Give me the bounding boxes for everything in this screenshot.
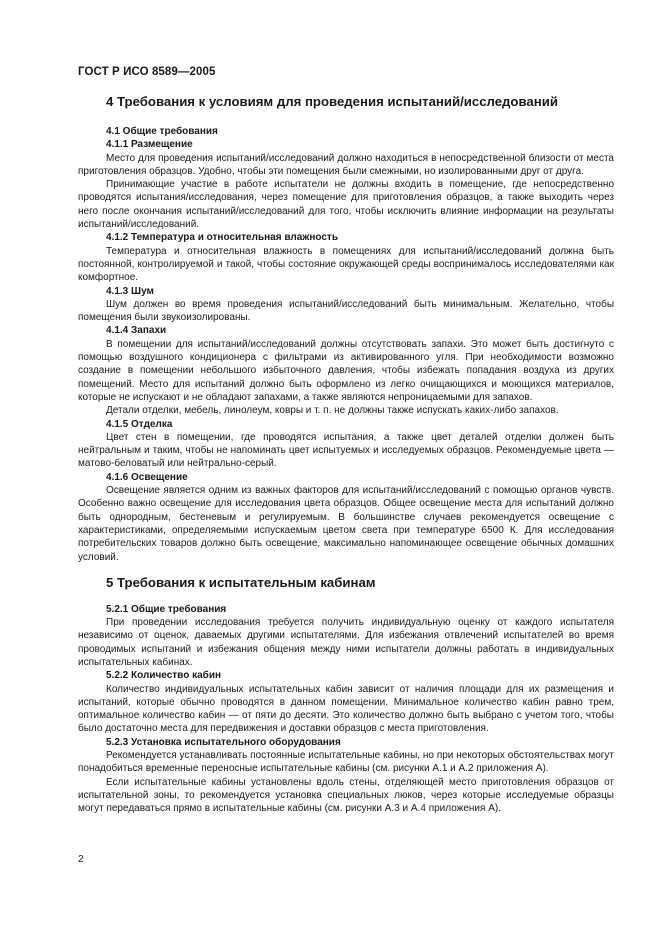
subsection-4-1-4-heading: 4.1.4 Запахи bbox=[106, 325, 167, 337]
paragraph: При проведении исследования требуется получить индивидуальную оценку от каждого испытателя независимо от оценок, даваемых другими испытателями. Для избежания отвлечений испытателей во время проводимых испытаний и избежания общения между ними испытатели должны работать в индивидуальных испытательных кабинах. bbox=[78, 617, 614, 668]
paragraph: Количество индивидуальных испытательных кабин зависит от наличия площади для их размещения и испытаний, которые обычно проводятся в данном помещении. Минимальное количество кабин равно трем, оптимальное количество кабин — от пяти до десяти. Это количество должно быть выбрано с учетом того, чтобы было достаточно места для передвижения и доставки образцов с места приготовления. bbox=[78, 683, 614, 735]
subsection-5-2-3-heading: 5.2.3 Установка испытательного оборудования bbox=[106, 736, 341, 748]
subsection-4-1-5-heading: 4.1.5 Отделка bbox=[106, 418, 173, 430]
paragraph: Температура и относительная влажность в помещениях для испытаний/исследований должна быть постоянной, контролируемой и такой, чтобы состояние окружающей среды воспринималось исследователями как комфортное. bbox=[78, 245, 614, 284]
subsection-5-2-2-heading: 5.2.2 Количество кабин bbox=[106, 670, 222, 682]
subsection-5-2-1-heading: 5.2.1 Общие требования bbox=[106, 603, 227, 615]
paragraph: Принимающие участие в работе испытатели не должны входить в помещение, где непосредственно проводятся испытания/исследования, через помещение для приготовления образцов, а также выходить через него после окончания испытаний/исследований для того, чтобы исключить влияние информации на результаты испытаний/исследований. bbox=[78, 179, 614, 231]
paragraph: Шум должен во время проведения испытаний/исследований быть минимальным. Желательно, чтобы помещения были звукоизолированы. bbox=[78, 298, 614, 324]
page-content bbox=[78, 94, 614, 816]
subsection-4-1-2-heading: 4.1.2 Температура и относительная влажность bbox=[106, 232, 338, 244]
document-code: ГОСТ Р ИСО 8589—2005 bbox=[78, 66, 216, 78]
subsection-4-1-6-heading: 4.1.6 Освещение bbox=[106, 471, 188, 483]
subsection-4-1-3-heading: 4.1.3 Шум bbox=[106, 285, 154, 297]
paragraph: В помещении для испытаний/исследований должны отсутствовать запахи. Это может быть достигнуто с помощью воздушного кондиционера с фильтрами из активированного угля. При необходимости возможно создание в помещении небольшого избыточного давления, чтобы избежать попадания воздуха из других помещений. Место для испытаний должно быть оформлено из легко очищающихся и моющихся материалов, которые не испускают и не обладают запахами, а также являются непроницаемыми для запахов. bbox=[78, 338, 614, 403]
paragraph: Освещение является одним из важных факторов для испытаний/исследований с помощью органов чувств. Особенно важно освещение для исследования цвета образцов. Общее освещение места для испытаний должно быть однородным, бестеневым и регулируемым. В большинстве случаев рекомендуется освещение с характеристиками, определяемыми испускаемым цветом света при температуре 6500 К. Для исследования потребительских товаров должно быть освещение, максимально напоминающее освещение обычных домашних условий. bbox=[78, 485, 614, 563]
paragraph: Место для проведения испытаний/исследований должно находиться в непосредственной близости от места приготовления образцов. Удобно, чтобы эти помещения были смежными, но изолированными друг от друга. bbox=[78, 152, 614, 177]
page-number: 2 bbox=[78, 854, 84, 865]
paragraph: Рекомендуется устанавливать постоянные испытательные кабины, но при некоторых обстоятельствах могут понадобиться временные переносные испытательные кабины (см. рисунки А.1 и А.2 приложения А). bbox=[78, 750, 614, 775]
paragraph: Если испытательные кабины установлены вдоль стены, отделяющей место приготовления образцов от испытательной зоны, то рекомендуется установка специальных люков, через которые исследуемые образцы могут передаваться прямо в испытательные кабины (см. рисунки А.3 и А.4 приложения А). bbox=[78, 776, 614, 815]
subsection-4-1-1-heading: 4.1.1 Размещение bbox=[106, 139, 193, 151]
paragraph: Цвет стен в помещении, где проводятся испытания, а также цвет деталей отделки должен быть нейтральным и таким, чтобы не напоминать цвет испытуемых и исследуемых образцов. Рекомендуемые цвета — матово-беловатый или нейтрально-серый. bbox=[78, 431, 614, 470]
paragraph: Детали отделки, мебель, линолеум, ковры и т. п. не должны также испускать каких-либо запахов. bbox=[106, 405, 559, 417]
subsection-4-1-heading: 4.1 Общие требования bbox=[106, 126, 218, 137]
section-5-title: 5 Требования к испытательным кабинам bbox=[106, 574, 376, 590]
section-4-title: 4 Требования к условиям для проведения испытаний/исследований bbox=[106, 94, 558, 109]
